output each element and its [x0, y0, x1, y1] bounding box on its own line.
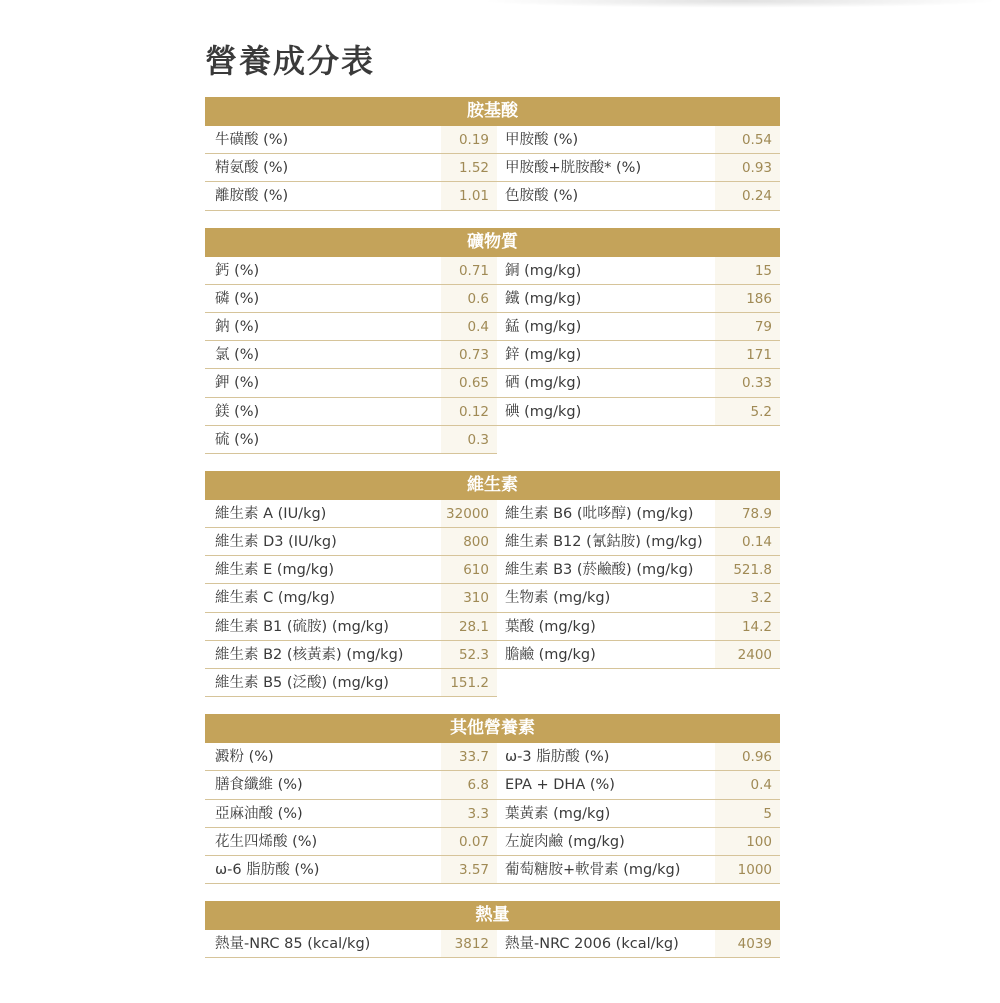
nutrient-value: 1.01: [441, 182, 497, 210]
nutrient-label: 硒 (mg/kg): [497, 369, 715, 397]
table-row: [205, 182, 780, 210]
nutrient-value: 186: [715, 285, 780, 313]
nutrient-label: 甲胺酸 (%): [497, 126, 715, 154]
nutrient-value: 0.14: [715, 528, 780, 556]
nutrient-value: 0.71: [441, 257, 497, 285]
nutrient-value: 0.4: [715, 771, 780, 799]
nutrient-label: 維生素 C (mg/kg): [205, 584, 441, 612]
nutrient-label: 精氨酸 (%): [205, 154, 441, 182]
table-row: [205, 771, 780, 799]
nutrient-value: 0.33: [715, 369, 780, 397]
nutrient-value: 15: [715, 257, 780, 285]
nutrient-label: 鐵 (mg/kg): [497, 285, 715, 313]
nutrient-label: 維生素 B12 (氰鈷胺) (mg/kg): [497, 528, 715, 556]
nutrient-value: 610: [441, 556, 497, 584]
top-shadow: [480, 0, 1000, 8]
nutrient-value: 1.52: [441, 154, 497, 182]
section-header: 熱量: [205, 901, 780, 930]
section-vitamins: [205, 471, 780, 697]
nutrient-value: 1000: [715, 856, 780, 884]
nutrient-label: 葉黃素 (mg/kg): [497, 800, 715, 828]
table-row: [205, 341, 780, 369]
nutrient-label: 膳食纖維 (%): [205, 771, 441, 799]
nutrient-value: 32000: [441, 500, 497, 528]
nutrient-label: 色胺酸 (%): [497, 182, 715, 210]
nutrient-label: 花生四烯酸 (%): [205, 828, 441, 856]
nutrient-value: 0.19: [441, 126, 497, 154]
nutrient-label: 亞麻油酸 (%): [205, 800, 441, 828]
nutrient-value: 5.2: [715, 398, 780, 426]
nutrient-label: 膽鹼 (mg/kg): [497, 641, 715, 669]
section-amino-acids: [205, 97, 780, 211]
nutrient-value: 0.3: [441, 426, 497, 454]
nutrient-value: 0.54: [715, 126, 780, 154]
table-row: [205, 285, 780, 313]
table-row: [205, 828, 780, 856]
nutrient-label: 熱量-NRC 85 (kcal/kg): [205, 930, 441, 958]
nutrient-label: [497, 426, 715, 454]
nutrient-label: 鎂 (%): [205, 398, 441, 426]
section-energy: [205, 901, 780, 958]
table-row: [205, 669, 780, 697]
table-row: [205, 800, 780, 828]
nutrient-value: 3812: [441, 930, 497, 958]
section-header: 礦物質: [205, 228, 780, 257]
table-row: [205, 556, 780, 584]
nutrient-value: 800: [441, 528, 497, 556]
table-row: [205, 500, 780, 528]
nutrient-label: 葉酸 (mg/kg): [497, 613, 715, 641]
table-row: [205, 613, 780, 641]
nutrient-value: 5: [715, 800, 780, 828]
nutrient-label: 維生素 B2 (核黃素) (mg/kg): [205, 641, 441, 669]
table-row: [205, 126, 780, 154]
nutrient-value: 2400: [715, 641, 780, 669]
nutrient-value: 310: [441, 584, 497, 612]
table-row: [205, 257, 780, 285]
nutrient-label: 維生素 B1 (硫胺) (mg/kg): [205, 613, 441, 641]
nutrient-label: 鉀 (%): [205, 369, 441, 397]
nutrient-value: 0.6: [441, 285, 497, 313]
nutrient-value: 28.1: [441, 613, 497, 641]
nutrient-label: 熱量-NRC 2006 (kcal/kg): [497, 930, 715, 958]
table-row: [205, 930, 780, 958]
nutrient-label: 硫 (%): [205, 426, 441, 454]
table-row: [205, 426, 780, 454]
nutrient-value: 79: [715, 313, 780, 341]
section-minerals: [205, 228, 780, 454]
nutrient-label: 生物素 (mg/kg): [497, 584, 715, 612]
nutrition-tables: [205, 97, 780, 958]
nutrient-value: 4039: [715, 930, 780, 958]
nutrient-value: 521.8: [715, 556, 780, 584]
table-row: [205, 743, 780, 771]
nutrient-value: 6.8: [441, 771, 497, 799]
nutrient-value: [715, 426, 780, 454]
table-row: [205, 154, 780, 182]
nutrient-label: [497, 669, 715, 697]
table-row: [205, 398, 780, 426]
nutrient-label: ω-3 脂肪酸 (%): [497, 743, 715, 771]
nutrient-label: 碘 (mg/kg): [497, 398, 715, 426]
nutrient-label: 鈉 (%): [205, 313, 441, 341]
nutrient-label: 葡萄糖胺+軟骨素 (mg/kg): [497, 856, 715, 884]
table-row: [205, 313, 780, 341]
nutrient-value: 100: [715, 828, 780, 856]
nutrient-value: 0.12: [441, 398, 497, 426]
nutrient-value: 3.57: [441, 856, 497, 884]
table-row: [205, 584, 780, 612]
nutrient-value: 0.07: [441, 828, 497, 856]
nutrient-label: EPA + DHA (%): [497, 771, 715, 799]
nutrient-label: 維生素 B5 (泛酸) (mg/kg): [205, 669, 441, 697]
nutrient-label: 維生素 E (mg/kg): [205, 556, 441, 584]
nutrient-value: 0.4: [441, 313, 497, 341]
nutrient-value: 33.7: [441, 743, 497, 771]
nutrient-label: 錳 (mg/kg): [497, 313, 715, 341]
table-row: [205, 528, 780, 556]
page-title: 營養成分表: [205, 42, 376, 80]
nutrient-label: 維生素 D3 (IU/kg): [205, 528, 441, 556]
nutrient-value: 3.3: [441, 800, 497, 828]
nutrient-value: 0.96: [715, 743, 780, 771]
nutrient-label: 左旋肉鹼 (mg/kg): [497, 828, 715, 856]
nutrient-value: 3.2: [715, 584, 780, 612]
nutrient-label: 氯 (%): [205, 341, 441, 369]
nutrient-label: 維生素 B6 (吡哆醇) (mg/kg): [497, 500, 715, 528]
nutrient-value: 78.9: [715, 500, 780, 528]
nutrient-label: 維生素 A (IU/kg): [205, 500, 441, 528]
nutrient-value: 0.93: [715, 154, 780, 182]
nutrient-value: 151.2: [441, 669, 497, 697]
nutrient-value: 0.24: [715, 182, 780, 210]
nutrient-value: 0.65: [441, 369, 497, 397]
nutrient-label: 磷 (%): [205, 285, 441, 313]
nutrient-value: 171: [715, 341, 780, 369]
nutrient-label: 甲胺酸+胱胺酸* (%): [497, 154, 715, 182]
nutrient-value: 14.2: [715, 613, 780, 641]
table-row: [205, 856, 780, 884]
section-header: 其他營養素: [205, 714, 780, 743]
section-header: 胺基酸: [205, 97, 780, 126]
nutrient-label: 牛磺酸 (%): [205, 126, 441, 154]
section-header: 維生素: [205, 471, 780, 500]
nutrient-value: [715, 669, 780, 697]
nutrient-label: 銅 (mg/kg): [497, 257, 715, 285]
nutrient-label: 鈣 (%): [205, 257, 441, 285]
table-row: [205, 369, 780, 397]
nutrient-label: 鋅 (mg/kg): [497, 341, 715, 369]
table-row: [205, 641, 780, 669]
nutrient-label: ω-6 脂肪酸 (%): [205, 856, 441, 884]
section-other-nutrients: [205, 714, 780, 884]
nutrient-label: 澱粉 (%): [205, 743, 441, 771]
nutrient-value: 0.73: [441, 341, 497, 369]
nutrient-value: 52.3: [441, 641, 497, 669]
nutrient-label: 維生素 B3 (菸鹼酸) (mg/kg): [497, 556, 715, 584]
nutrient-label: 離胺酸 (%): [205, 182, 441, 210]
